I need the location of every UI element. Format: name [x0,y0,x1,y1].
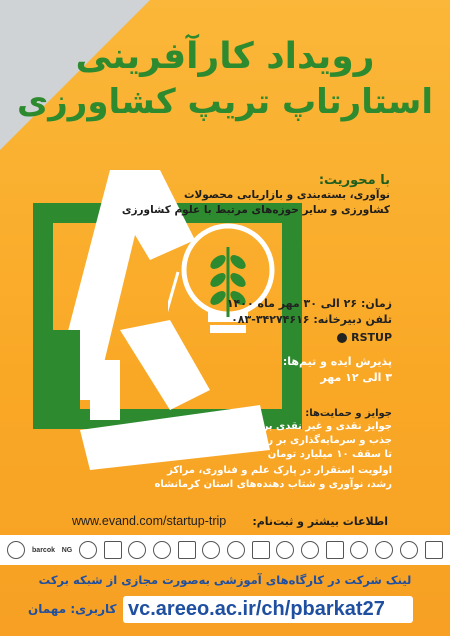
prize-3: تا سقف ۱۰ میلیارد تومان [267,449,392,460]
sponsor-logo-icon [153,541,171,559]
accept-title: پذیرش ایده و تیم‌ها: [282,355,392,368]
ng-logo: NG [61,546,73,554]
more-info-label: اطلاعات بیشتر و ثبت‌نام: [252,515,388,528]
sponsor-logo-icon [276,541,294,559]
accept-dates: ۳ الی ۱۲ مهر [320,371,392,384]
sponsor-logo-icon [178,541,196,559]
sponsor-logo-icon [252,541,270,559]
rstup-handle [334,331,392,344]
description-line-2: کشاورزی و سایر حوزه‌های مرتبط با علوم کشاورزی [121,204,390,216]
sponsor-logo-icon [326,541,344,559]
phone-number: تلفن دبیرخانه: ۳۴۲۷۴۶۱۶-۰۸۳ [231,313,392,326]
sponsor-logo-icon [128,541,146,559]
workshop-link-text: لینک شرکت در کارگاه‌های آموزشی به‌صورت مجازی از شبکه برکت [38,573,412,587]
description [90,188,390,218]
prize-5: رشد، نوآوری و شتاب دهنده‌های استان کرمانشاه [154,479,392,490]
sponsor-logo-icon [350,541,368,559]
title-line-2: استارتاپ تریپ کشاورزی [17,82,433,122]
prize-4: اولویت استقرار در پارک علم و فناوری، مراکز [167,465,392,476]
sponsor-logo-icon [7,541,25,559]
sponsor-logo-icon [79,541,97,559]
rstup-label: RSTUP [351,331,392,344]
description-line-1: نوآوری، بسته‌بندی و بازاریابی محصولات [183,189,390,201]
prize-2: جذب و سرمایه‌گذاری بر روی ایده‌های برتر [186,435,392,446]
social-icon [337,333,347,343]
sponsor-logo-icon [227,541,245,559]
subtitle: با محوریت: [318,173,390,188]
sponsor-logo-icon [425,541,443,559]
barcok-logo: barcok [32,546,55,554]
sponsor-logo-icon [301,541,319,559]
sponsor-logo-icon [202,541,220,559]
sponsor-logo-icon [375,541,393,559]
workshop-url-link[interactable]: vc.areeo.ac.ir/ch/pbarkat27 [128,598,385,620]
prize-1: جوایز نقدی و غیر نقدی برای ۳ تیم برتر [197,421,392,432]
prizes-title: جوایز و حمایت‌ها: [305,408,392,419]
title-line-1: رویداد کارآفرینی [75,36,375,77]
sponsor-logo-icon [400,541,418,559]
sponsor-logo-icon [104,541,122,559]
sponsor-logo-strip [0,535,450,565]
bulb-plant-icon [168,212,298,357]
event-date: زمان: ۲۶ الی ۳۰ مهر ماه ۱۴۰۰ [226,297,392,310]
website-link[interactable]: www.evand.com/startup-trip [72,514,227,528]
guest-username: کاربری: مهمان [28,602,117,616]
